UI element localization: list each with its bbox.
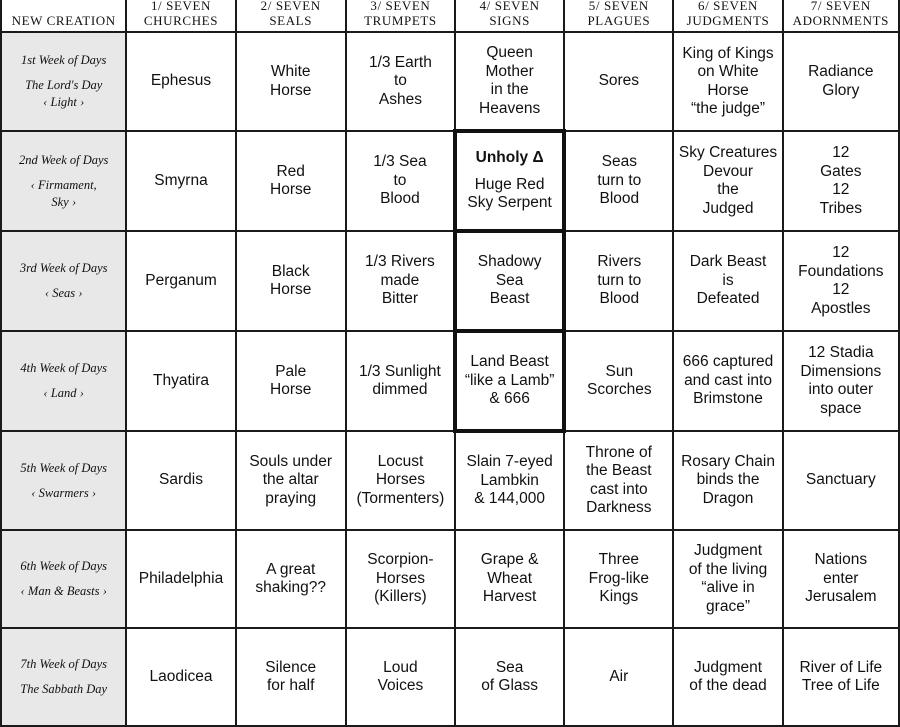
cell-seals: Black Horse (236, 231, 346, 331)
week-label: 4th Week of Days ‹ Land › (1, 331, 126, 431)
cell-trumpets: 1/3 Sea to Blood (346, 131, 455, 231)
table-row (1, 131, 899, 231)
week-label: 5th Week of Days ‹ Swarmers › (1, 431, 126, 530)
table-row (1, 331, 899, 431)
table-row (1, 431, 899, 530)
cell-seals: White Horse (236, 32, 346, 131)
week-label: 2nd Week of Days ‹ Firmament, Sky › (1, 131, 126, 231)
cell-adornments: 12 Stadia Dimensions into outer space (783, 331, 899, 431)
cell-churches: Philadelphia (126, 530, 235, 628)
cell-signs: Slain 7-eyed Lambkin & 144,000 (455, 431, 564, 530)
sign-text: Huge Red Sky Serpent (467, 175, 552, 212)
cell-judgments: Dark Beast is Defeated (673, 231, 782, 331)
header-churches: 1/ SEVEN CHURCHES (126, 0, 235, 32)
header-signs: 4/ SEVEN SIGNS (455, 0, 564, 32)
cell-trumpets: 1/3 Sunlight dimmed (346, 331, 455, 431)
cell-adornments: 12 Foundations 12 Apostles (783, 231, 899, 331)
cell-plagues: Rivers turn to Blood (564, 231, 673, 331)
cell-signs: Grape & Wheat Harvest (455, 530, 564, 628)
header-row (1, 0, 899, 32)
table-row (1, 530, 899, 628)
cell-judgments: Judgment of the living “alive in grace” (673, 530, 782, 628)
cell-judgments: Rosary Chain binds the Dragon (673, 431, 782, 530)
table-row (1, 628, 899, 726)
cell-plagues: Seas turn to Blood (564, 131, 673, 231)
cell-trumpets: 1/3 Earth to Ashes (346, 32, 455, 131)
cell-plagues: Sores (564, 32, 673, 131)
cell-trumpets: 1/3 Rivers made Bitter (346, 231, 455, 331)
cell-signs-highlighted: Shadowy Sea Beast (455, 231, 564, 331)
cell-seals: Souls under the altar praying (236, 431, 346, 530)
cell-signs: Sea of Glass (455, 628, 564, 726)
header-plagues: 5/ SEVEN PLAGUES (564, 0, 673, 32)
cell-churches: Laodicea (126, 628, 235, 726)
cell-signs: Queen Mother in the Heavens (455, 32, 564, 131)
cell-churches: Thyatira (126, 331, 235, 431)
cell-adornments: Sanctuary (783, 431, 899, 530)
header-trumpets: 3/ SEVEN TRUMPETS (346, 0, 455, 32)
header-judgments: 6/ SEVEN JUDGMENTS (673, 0, 782, 32)
table-row (1, 231, 899, 331)
cell-adornments: 12 Gates 12 Tribes (783, 131, 899, 231)
table-row (1, 32, 899, 131)
cell-plagues: Three Frog-like Kings (564, 530, 673, 628)
cell-trumpets: Scorpion- Horses (Killers) (346, 530, 455, 628)
cell-adornments: River of Life Tree of Life (783, 628, 899, 726)
cell-judgments: 666 captured and cast into Brimstone (673, 331, 782, 431)
week-label: 1st Week of Days The Lord's Day ‹ Light › (1, 32, 126, 131)
cell-adornments: Nations enter Jerusalem (783, 530, 899, 628)
unholy-trinity-heading: Unholy Δ (475, 149, 544, 167)
cell-plagues: Sun Scorches (564, 331, 673, 431)
cell-judgments: King of Kings on White Horse “the judge” (673, 32, 782, 131)
cell-plagues: Throne of the Beast cast into Darkness (564, 431, 673, 530)
cell-adornments: Radiance Glory (783, 32, 899, 131)
cell-trumpets: Loud Voices (346, 628, 455, 726)
cell-seals: Pale Horse (236, 331, 346, 431)
cell-trumpets: Locust Horses (Tormenters) (346, 431, 455, 530)
cell-churches: Ephesus (126, 32, 235, 131)
cell-seals: A great shaking?? (236, 530, 346, 628)
cell-seals: Silence for half (236, 628, 346, 726)
week-label: 3rd Week of Days ‹ Seas › (1, 231, 126, 331)
cell-churches: Sardis (126, 431, 235, 530)
cell-plagues: Air (564, 628, 673, 726)
cell-signs-highlighted (455, 131, 564, 231)
cell-seals: Red Horse (236, 131, 346, 231)
cell-churches: Perganum (126, 231, 235, 331)
week-label: 7th Week of Days The Sabbath Day (1, 628, 126, 726)
header-adornments: 7/ SEVEN ADORNMENTS (783, 0, 899, 32)
cell-signs-highlighted: Land Beast “like a Lamb” & 666 (455, 331, 564, 431)
cell-judgments: Judgment of the dead (673, 628, 782, 726)
week-label: 6th Week of Days ‹ Man & Beasts › (1, 530, 126, 628)
header-seals: 2/ SEVEN SEALS (236, 0, 346, 32)
cell-churches: Smyrna (126, 131, 235, 231)
cell-judgments: Sky Creatures Devour the Judged (673, 131, 782, 231)
header-new-creation: NEW CREATION (1, 0, 126, 32)
